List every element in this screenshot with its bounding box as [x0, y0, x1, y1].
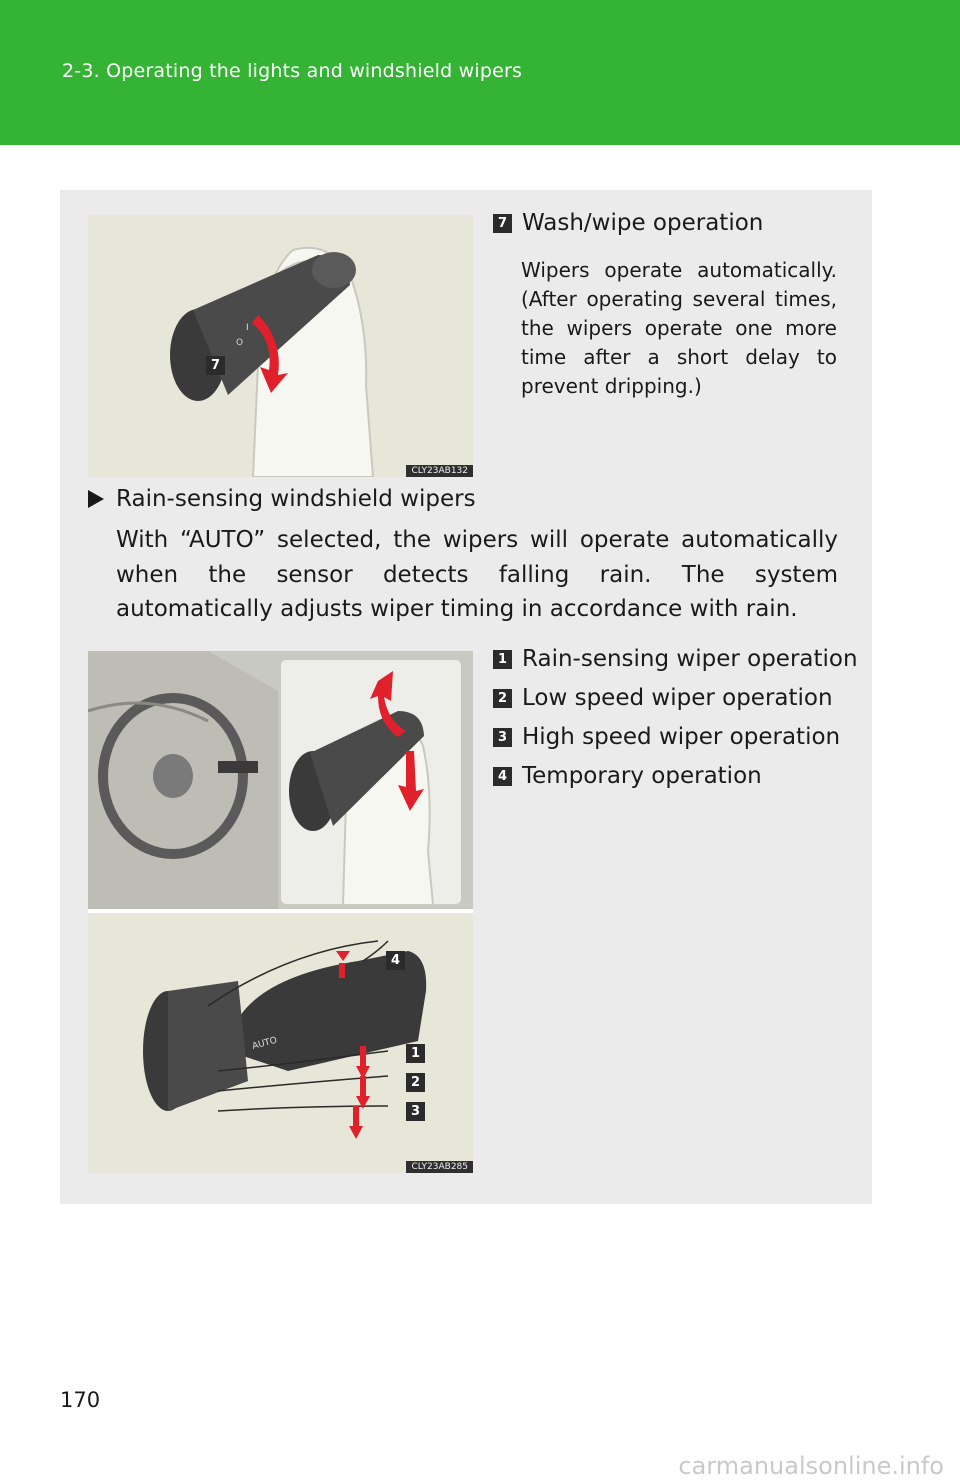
rain-sensing-figure: [88, 651, 473, 1173]
step-number: 3: [493, 728, 512, 747]
wash-wipe-step: [493, 210, 763, 236]
step-high-speed: [493, 724, 840, 750]
callout-1: 1: [406, 1042, 425, 1063]
callout-2: 2: [406, 1071, 425, 1092]
step-low-speed: [493, 685, 833, 711]
wash-wipe-figure: [88, 215, 473, 477]
auto-label: AUTO: [251, 1035, 279, 1052]
step-label: High speed wiper operation: [522, 724, 841, 750]
rain-sensing-lever-illustration: [88, 651, 473, 1173]
section-title: 2-3. Operating the lights and windshield wipers: [62, 60, 523, 82]
step-label: Temporary operation: [522, 763, 762, 789]
triangle-bullet-icon: [88, 490, 104, 508]
callout-3: 3: [406, 1100, 425, 1121]
step-number-7: 7: [493, 214, 512, 233]
figure-number-7: 7: [206, 354, 225, 375]
section-header: [0, 0, 960, 145]
step-number: 4: [493, 767, 512, 786]
figure-code: CLY23AB285: [406, 1161, 473, 1173]
svg-text:I: I: [246, 323, 249, 333]
step-temporary: [493, 763, 762, 789]
step-label: Low speed wiper operation: [522, 685, 833, 711]
step-label: Rain-sensing wiper operation: [522, 646, 858, 672]
rain-sensing-heading-text: Rain-sensing windshield wipers: [116, 486, 476, 512]
figure-code: CLY23AB132: [406, 465, 473, 477]
watermark: carmanualsonline.info: [678, 1452, 944, 1480]
callout-4: 4: [386, 949, 405, 970]
rain-sensing-body: With “AUTO” selected, the wipers will operate automatically when the sensor detects falling rain. The system automatically adjusts wiper timing in accordance with rain.: [116, 527, 838, 622]
svg-text:O: O: [236, 338, 244, 348]
page-number: 170: [60, 1388, 101, 1412]
wiper-lever-hand-illustration: [88, 215, 473, 477]
step-rain-sensing: [493, 646, 858, 672]
rain-sensing-heading: [88, 486, 476, 512]
step-number: 1: [493, 650, 512, 669]
step-number: 2: [493, 689, 512, 708]
wash-wipe-title: Wash/wipe operation: [522, 210, 764, 236]
wash-wipe-description: Wipers operate automatically. (After operating several times, the wipers operate one more time after a short delay to prevent dripping.): [521, 258, 837, 398]
